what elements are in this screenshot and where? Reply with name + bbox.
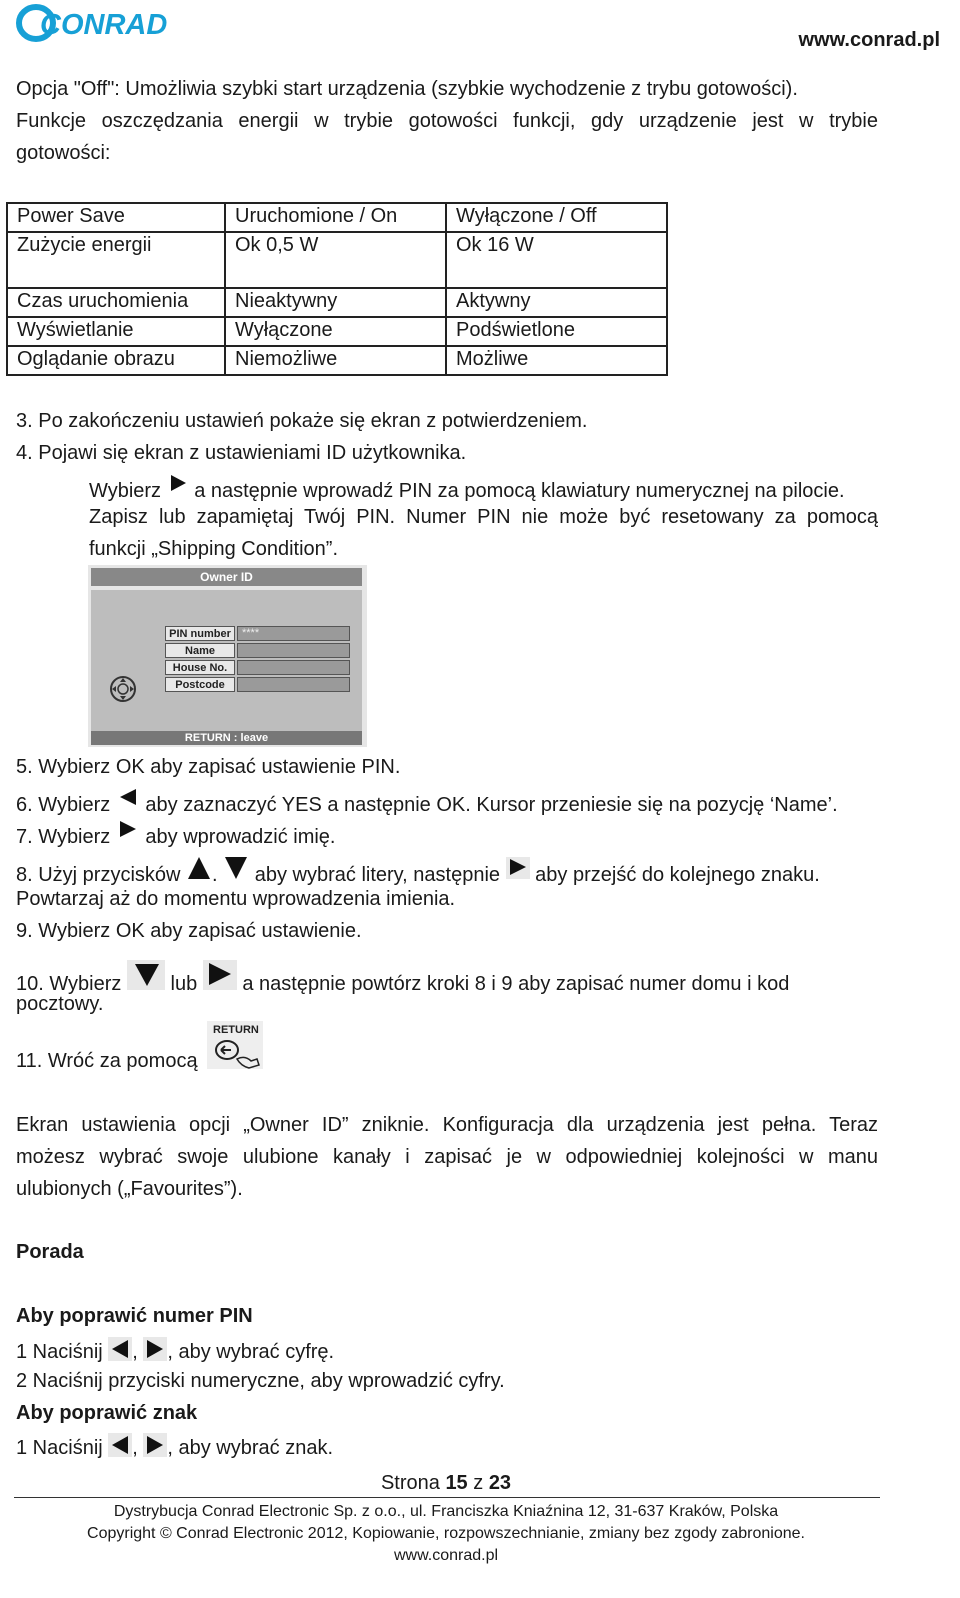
step-6-pre: 6. Wybierz [16, 794, 111, 816]
owner-id-screenshot [88, 565, 367, 747]
power-save-table [6, 202, 668, 376]
intro-line-3: gotowości: [16, 142, 111, 164]
step-5: 5. Wybierz OK aby zapisać ustawienie PIN. [16, 756, 401, 778]
screen-body [91, 590, 362, 740]
char-fix-step-1-pre: 1 Naciśnij [16, 1437, 103, 1459]
intro-line-1: Opcja "Off": Umożliwia szybki start urządzenia (szybkie wychodzenie z trybu gotowości). [16, 78, 798, 100]
table-cell: Ok 0,5 W [225, 232, 446, 288]
step-11: 11. Wróć za pomocą [16, 1050, 198, 1072]
table-cell: Podświetlone [446, 317, 667, 346]
table-cell: Nieaktywny [225, 288, 446, 317]
step-10-post: a następnie powtórz kroki 8 i 9 aby zapisać numer domu i kod [242, 973, 790, 995]
arrow-right-icon [116, 819, 140, 841]
pin-fix-step-2: 2 Naciśnij przyciski numeryczne, aby wprowadzić cyfry. [16, 1370, 505, 1392]
arrow-right-icon [143, 1433, 167, 1457]
table-cell: Wyświetlanie [7, 317, 225, 346]
tips-heading: Porada [16, 1241, 84, 1263]
table-cell: Aktywny [446, 288, 667, 317]
arrow-down-icon [127, 960, 165, 990]
screen-row-value [237, 660, 350, 675]
outro-line-1: Ekran ustawienia opcji „Owner ID” zniknie. Konfiguracja dla urządzenia jest pełna. Teraz [16, 1114, 878, 1136]
screen-row-label: PIN number [165, 626, 235, 641]
step-4-note: Zapisz lub zapamiętaj Twój PIN. Numer PIN nie może być resetowany za pomocą [89, 506, 878, 528]
step-7-pre: 7. Wybierz [16, 826, 111, 848]
return-label: RETURN [213, 1024, 259, 1036]
arrow-right-icon [167, 473, 189, 495]
conrad-logo [16, 2, 172, 42]
step-4-select-post: a następnie wprowadź PIN za pomocą klawiatury numerycznej na pilocie. [194, 480, 845, 502]
step-8-pre: 8. Użyj przycisków [16, 864, 181, 886]
arrow-down-icon [223, 855, 249, 881]
page-mid: z [473, 1472, 484, 1494]
table-cell: Wyłączone [225, 317, 446, 346]
navigation-pad-icon [108, 674, 138, 704]
step-8-post: aby przejść do kolejnego znaku. [535, 864, 820, 886]
step-4-select-pre: Wybierz [89, 480, 162, 502]
step-10 [16, 960, 878, 996]
table-cell: Zużycie energii [7, 232, 225, 288]
screen-row-value: **** [237, 626, 350, 641]
step-10-pre: 10. Wybierz [16, 973, 122, 995]
footer-divider [14, 1497, 880, 1498]
char-fix-heading: Aby poprawić znak [16, 1402, 198, 1424]
table-cell: Wyłączone / Off [446, 203, 667, 232]
screen-row-label: Name [165, 643, 235, 658]
arrow-up-icon [186, 855, 212, 881]
footer-line-1: Dystrybucja Conrad Electronic Sp. z o.o., ul. Franciszka Kniaźnina 12, 31-637 Kraków, Polska [113, 1503, 779, 1520]
pin-fix-heading: Aby poprawić numer PIN [16, 1305, 253, 1327]
step-3: 3. Po zakończeniu ustawień pokaże się ekran z potwierdzeniem. [16, 410, 588, 432]
step-8-repeat: Powtarzaj aż do momentu wprowadzenia imienia. [16, 888, 456, 910]
arrow-left-icon [108, 1433, 132, 1457]
page-number [0, 1472, 892, 1495]
footer-line-2: Copyright © Conrad Electronic 2012, Kopiowanie, rozpowszechnianie, zmiany bez zgody zabronione. [87, 1525, 805, 1542]
website-header: www.conrad.pl [798, 29, 940, 51]
outro-line-2: możesz wybrać swoje ulubione kanały i zapisać je w odpowiedniej kolejności w manu [16, 1146, 878, 1168]
pin-fix-step-1 [16, 1337, 334, 1364]
page-pre: Strona [380, 1472, 440, 1494]
step-7 [16, 819, 336, 849]
step-8-mid: aby wybrać litery, następnie [254, 864, 501, 886]
step-6 [16, 787, 838, 817]
logo-text: CONRAD [40, 9, 168, 41]
table-cell: Power Save [7, 203, 225, 232]
step-8 [16, 855, 820, 887]
arrow-left-icon [108, 1337, 132, 1361]
step-9: 9. Wybierz OK aby zapisać ustawienie. [16, 920, 362, 942]
step-10-mid: lub [170, 973, 198, 995]
comma: , [132, 1341, 138, 1363]
table-cell: Ok 16 W [446, 232, 667, 288]
intro-line-2: Funkcje oszczędzania energii w trybie gotowości funkcji, gdy urządzenie jest w trybie [16, 110, 878, 132]
table-row [7, 203, 667, 232]
screen-row-label: Postcode [165, 677, 235, 692]
arrow-right-icon [506, 857, 530, 879]
step-4: 4. Pojawi się ekran z ustawieniami ID użytkownika. [16, 442, 467, 464]
arrow-right-icon [203, 960, 237, 990]
step-4-select-line [89, 473, 845, 503]
screen-row-value [237, 677, 350, 692]
page-current: 15 [445, 1472, 468, 1494]
pin-fix-step-1-post: , aby wybrać cyfrę. [167, 1341, 335, 1363]
step-10-cont: pocztowy. [16, 993, 104, 1015]
page-total: 23 [488, 1472, 512, 1494]
table-cell: Uruchomione / On [225, 203, 446, 232]
step-4-note-2: funkcji „Shipping Condition”. [89, 538, 339, 560]
comma: , [132, 1437, 138, 1459]
outro-line-3: ulubionych („Favourites”). [16, 1178, 243, 1200]
table-row [7, 232, 667, 288]
footer-website[interactable]: www.conrad.pl [393, 1547, 499, 1564]
table-cell: Niemożliwe [225, 346, 446, 375]
char-fix-step-1-post: , aby wybrać znak. [167, 1437, 334, 1459]
table-cell: Możliwe [446, 346, 667, 375]
return-button-icon [207, 1021, 263, 1069]
screen-row-value [237, 643, 350, 658]
table-row [7, 288, 667, 317]
screen-footer: RETURN : leave [91, 731, 362, 745]
arrow-left-icon [116, 787, 140, 809]
step-6-post: aby zaznaczyć YES a następnie OK. Kursor przeniesie się na pozycję ‘Name’. [145, 794, 838, 816]
table-row [7, 317, 667, 346]
table-row [7, 346, 667, 375]
step-8-separator: . [212, 864, 218, 886]
screen-row-label: House No. [165, 660, 235, 675]
char-fix-step-1 [16, 1433, 333, 1460]
pin-fix-step-1-pre: 1 Naciśnij [16, 1341, 103, 1363]
table-cell: Czas uruchomienia [7, 288, 225, 317]
table-cell: Oglądanie obrazu [7, 346, 225, 375]
arrow-right-icon [143, 1337, 167, 1361]
screen-title: Owner ID [91, 568, 362, 586]
step-7-post: aby wprowadzić imię. [145, 826, 336, 848]
